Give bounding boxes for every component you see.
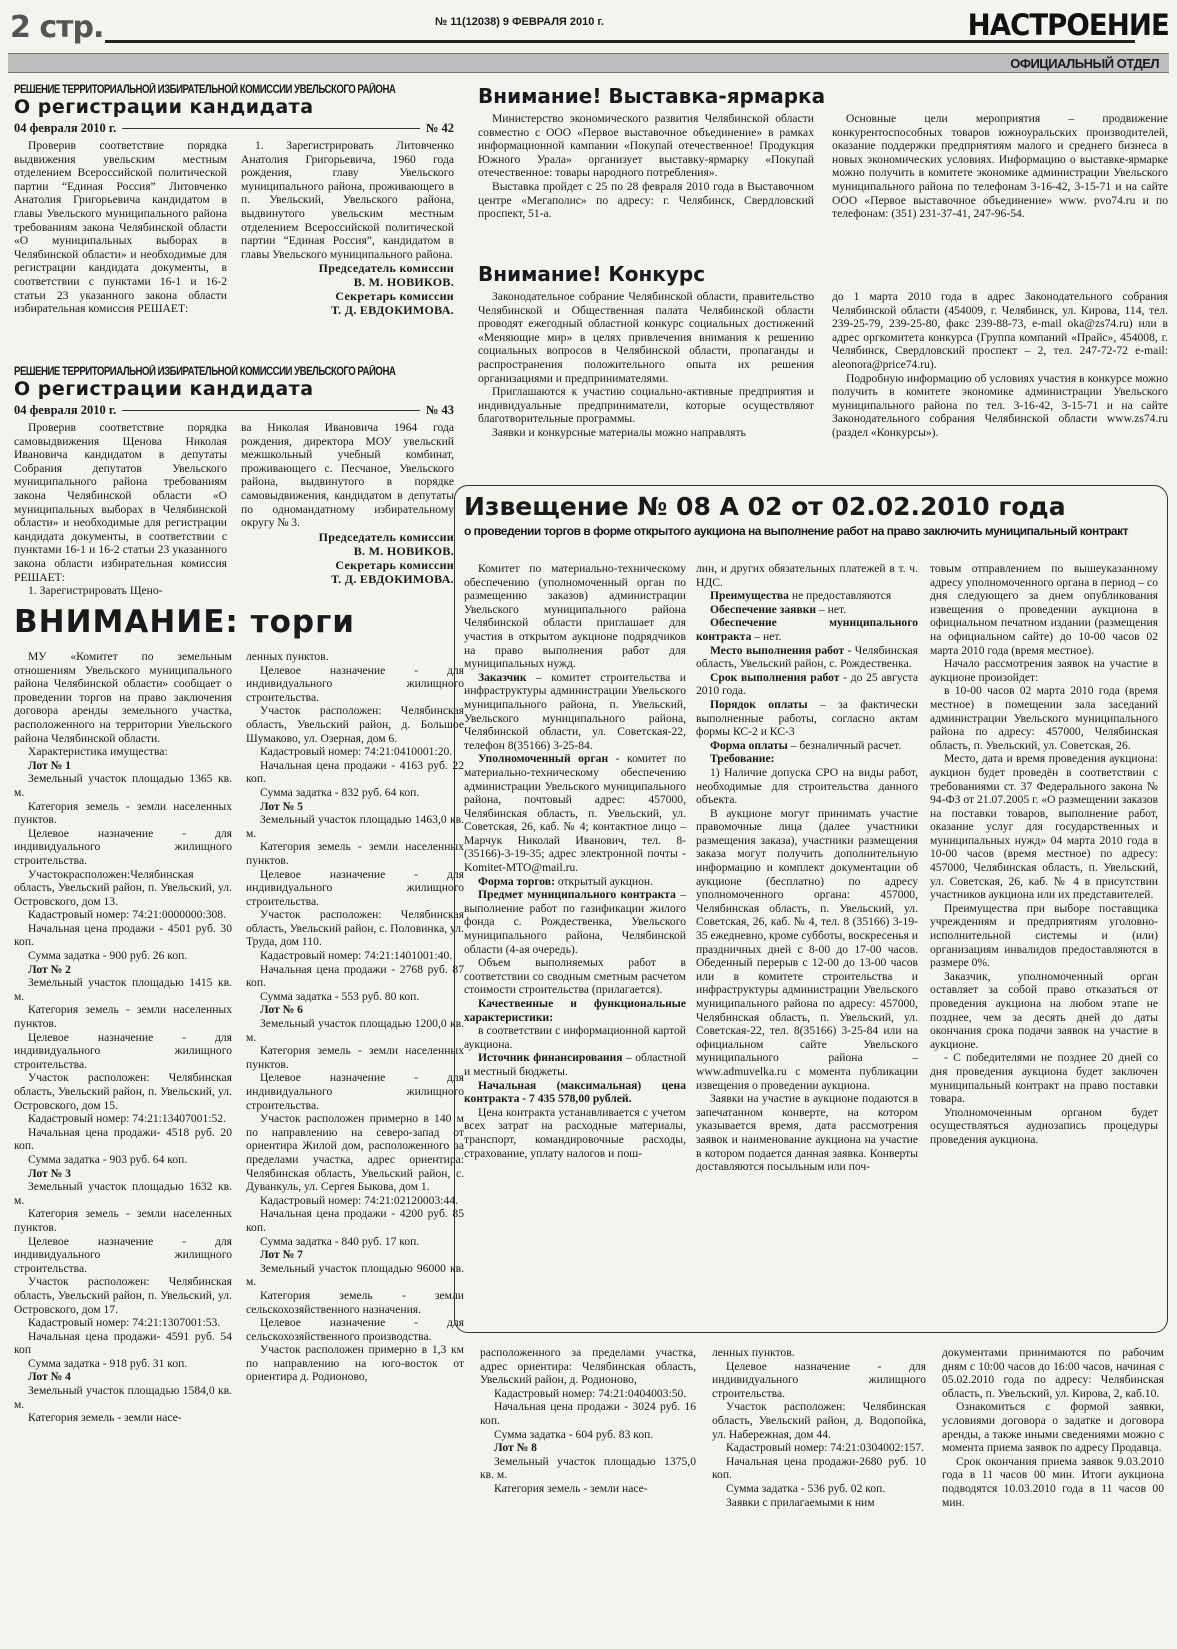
article-date: 04 февраля 2010 г. (14, 403, 117, 417)
paragraph-text: ленных пунктов. (246, 650, 329, 663)
paragraph (14, 1207, 232, 1234)
paragraph: Проверив соответствие порядка самовыдвижения Щенова Николая Ивановича кандидатом в депутаты Собрания депутатов Увельского муниципального района требованиям закона Челябинской области «О муниципальных выборах в Челябинской области» и необходимые для регистрации кандидата документы, в соответствии с пунктами 16-1 и 16-2 статьи 23 указанного закона области избирательная комиссия РЕШАЕТ: (14, 421, 227, 584)
paragraph-text: ленных пунктов. (712, 1346, 795, 1359)
article-kicker: РЕШЕНИЕ ТЕРРИТОРИАЛЬНОЙ ИЗБИРАТЕЛЬНОЙ КОМИССИИ УВЕЛЬСКОГО РАЙОНА (14, 84, 396, 96)
paragraph-text: Земельный участок площадью 1415 кв. м. (14, 976, 232, 1003)
paragraph-text: 1) Наличие допуска СРО на виды работ, необходимые для строительства данного объекта. (696, 765, 918, 807)
paragraph-text: Ознакомиться с формой заявки, условиями договора о задатке и договора аренды, а также иными сведениями можно с момента приема заявок по адресу Продавца. (942, 1400, 1164, 1455)
paragraph (696, 603, 918, 617)
auction-title: ВНИМАНИЕ: торги (14, 604, 355, 640)
paragraph (246, 1262, 464, 1289)
paragraph (14, 1235, 232, 1276)
paragraph (930, 1051, 1158, 1105)
signature-name: Т. Д. ЕВДОКИМОВА. (331, 571, 454, 586)
paragraph-text: Участокрасположен:Челябинская область, Увельский район, п. Увельский, ул. Островского, дом 13. (14, 867, 232, 908)
paragraph-text: Сумма задатка - 840 руб. 17 коп. (260, 1234, 420, 1248)
paragraph-text: Земельный участок площадью 96000 кв. м. (246, 1261, 464, 1289)
paragraph-text: Целевое назначение - для индивидуального жилищного строительства. (14, 826, 232, 867)
paragraph-text: Сумма задатка - 832 руб. 64 коп. (260, 785, 420, 799)
paragraph (246, 759, 464, 786)
paragraph-text: Кадастровый номер: 74:21:0304002:157. (726, 1441, 924, 1455)
paragraph (464, 1079, 686, 1106)
paragraph-text: Кадастровый номер: 74:21:0000000:308. (28, 908, 226, 922)
bold-lead: Форма оплаты (710, 738, 788, 752)
notice-title: Извещение № 08 А 02 от 02.02.2010 года (464, 492, 1066, 521)
paragraph-text: – нет. (816, 602, 847, 616)
paragraph-text: не предоставляются (788, 589, 892, 603)
paragraph-text: Кадастровый номер: 74:21:1307001:53. (28, 1316, 221, 1330)
paragraph-text: Сумма задатка - 536 руб. 02 коп. (726, 1481, 886, 1495)
paragraph-text: - комитет по материально-техническому обеспечению администрации Увельского муниципального района, почтовый адрес: 457000, Челябинская область, п. Увельский, ул. Советская, 26, каб. № 4; контактное лицо – Марчук Николай Иванович, тел. 8-(35166)-3-19-35; адрес электронной почты - Komitet-MTO@mail.ru. (464, 752, 687, 875)
paragraph (712, 1496, 926, 1510)
paragraph (464, 997, 686, 1024)
paragraph-text: Заказчик, уполномоченный орган оставляет за собой право отказаться от проведения аукциона на любом этапе не позднее, чем за десять дней до даты окончания срока подачи заявок на участие в аукционе. (930, 969, 1158, 1051)
article-title: Внимание! Выставка-ярмарка (478, 84, 826, 108)
paragraph-text: - до 25 августа 2010 года. (696, 670, 919, 698)
signature-role: Председатель комиссии (318, 529, 454, 544)
paragraph (14, 1167, 232, 1181)
paragraph (246, 1071, 464, 1112)
notice-column-2 (696, 562, 918, 1174)
paragraph-text: Начальная цена продажи - 4200 руб. 85 коп. (246, 1207, 464, 1234)
bold-lead: Лот № 8 (494, 1441, 537, 1455)
paragraph-text: Категория земель - земли населенных пунктов. (14, 1207, 232, 1234)
paragraph (246, 650, 464, 664)
newspaper-brand: НАСТРОЕНИЕ (967, 8, 1169, 42)
paragraph (246, 1289, 464, 1316)
article-title: Внимание! Конкурс (478, 262, 706, 286)
paragraph (14, 772, 232, 799)
paragraph: Основные цели мероприятия – продвижение конкурентоспособных товаров южноуральских производителей, оказание поддержки предприятиям малого и среднего бизнеса в новых экономических условиях. Информацию о выставке-ярмарке можно получить в комитете экономике администрации Увельского муниципального района по телефонам 3-16-42, 3-15-71 и на сайте ООО «Первое выставочное объединение» www. pvo74.ru и по телефонам: (351) 231-37-41, 247-96-54. (832, 112, 1168, 221)
paragraph (930, 657, 1158, 684)
bold-lead: Заказчик (478, 670, 527, 684)
paragraph-text: Целевое назначение - для сельскохозяйственного производства. (246, 1316, 464, 1343)
bold-lead: Качественные и функциональные характеристики: (464, 997, 686, 1024)
paragraph-text: Целевое назначение - для индивидуального жилищного строительства. (246, 663, 464, 704)
paragraph-text: Целевое назначение - для индивидуального жилищного строительства. (246, 1071, 464, 1112)
auction-column-a (14, 650, 232, 1425)
paragraph-text: Земельный участок площадью 1584,0 кв. м. (14, 1384, 232, 1411)
paragraph (480, 1387, 696, 1401)
paragraph (696, 644, 918, 671)
paragraph (14, 1180, 232, 1207)
paragraph (696, 1092, 918, 1174)
auction-column-c (480, 1346, 696, 1496)
paragraph (246, 963, 464, 990)
paragraph-text: расположенного за пределами участка, адрес ориентира: Челябинская область, Увельский район, д. Родионово, (480, 1346, 696, 1387)
paragraph (14, 1112, 232, 1126)
paragraph (246, 1207, 464, 1234)
paragraph: Выставка пройдет с 25 по 28 февраля 2010 года в Выставочном центре «Мегаполис» по адресу: г. Челябинск, Свердловский проспект, 51-а. (478, 179, 814, 221)
paragraph-text: Участок расположен: Челябинская область, Увельский район, п. Увельский, ул. Островского, дом 17. (14, 1275, 232, 1316)
paragraph (246, 813, 464, 840)
paragraph (942, 1455, 1164, 1509)
paragraph (464, 1106, 686, 1160)
auction-column-e (942, 1346, 1164, 1509)
paragraph (480, 1346, 696, 1387)
paragraph (14, 1370, 232, 1384)
paragraph-text: Заявки на участие в аукционе подаются в запечатанном конверте, на котором указывается время, дата рассмотрения заявок и наименование аукциона на участие в котором подается данная заявка. Конверты доставляются посыльным или поч- (696, 1092, 918, 1174)
paragraph (246, 1017, 464, 1044)
paragraph-text: Срок окончания приема заявок 9.03.2010 года в 11 часов 00 мин. Итоги аукциона подводятся 10.03.2010 года в 11 часов 00 мин. (942, 1454, 1164, 1509)
paragraph (14, 800, 232, 827)
page-number: 2 стр. (10, 10, 104, 45)
paragraph (246, 1248, 464, 1262)
paragraph (696, 807, 918, 1092)
paragraph: Приглашаются к участию социально-активные предприятия и индивидуальные предприниматели, которые осуществляют благотворительные программы. (478, 385, 814, 426)
paragraph (246, 990, 464, 1004)
paragraph-text: Участок расположен: Челябинская область, Увельский район, д. Водопойка, ул. Набережная, дом 44. (712, 1400, 926, 1441)
bold-lead: Источник финансирования (478, 1051, 623, 1065)
bold-lead: Лот № 1 (28, 758, 71, 772)
paragraph-text: Начальная цена продажи-2680 руб. 10 коп. (712, 1454, 926, 1482)
article-date: 04 февраля 2010 г. (14, 121, 117, 135)
section-title: ОФИЦИАЛЬНЫЙ ОТДЕЛ (1010, 56, 1159, 71)
paragraph-text: в 10-00 часов 02 марта 2010 года (время местное) в помещении зала заседаний администрации Увельского муниципального района по адресу: 457000, Челябинская область, п. Увельский, ул. Советская, 26. (930, 684, 1158, 752)
paragraph (14, 745, 232, 759)
paragraph-text: Кадастровый номер: 74:21:0404003:50. (494, 1386, 687, 1400)
bold-lead: Порядок оплаты (710, 697, 808, 711)
paragraph-text: – безналичный расчет. (787, 738, 902, 752)
paragraph (246, 1316, 464, 1343)
paragraph (464, 1051, 686, 1078)
paragraph-text: Сумма задатка - 553 руб. 80 коп. (260, 989, 420, 1003)
dateline-rule (122, 128, 420, 129)
paragraph (246, 1044, 464, 1071)
paragraph (246, 868, 464, 909)
paragraph: Подробную информацию об условиях участия в конкурсе можно получить в комитете экономике администрации Увельского муниципального района по тел. 3-16-42, 3-15-71 и на сайте Законодательного собрания Челябинской области www.zs74.ru (раздел «Конкурсы»). (832, 371, 1168, 439)
bold-lead: Лот № 7 (260, 1248, 303, 1262)
paragraph-text: Целевое назначение - для индивидуального жилищного строительства. (712, 1359, 926, 1400)
paragraph (696, 671, 918, 698)
paragraph (14, 1330, 232, 1357)
bold-lead: Уполномоченный орган (478, 752, 609, 766)
paragraph (480, 1400, 696, 1427)
paragraph (246, 704, 464, 745)
paragraph-text: - С победителями не позднее 20 дней со дня проведения аукциона будет заключен муниципальный контракт на право поставки товара. (930, 1051, 1158, 1106)
bold-lead: Преимущества (710, 589, 789, 603)
paragraph (712, 1346, 926, 1360)
paragraph (246, 949, 464, 963)
paragraph (246, 1235, 464, 1249)
article-contest (478, 262, 1168, 440)
paragraph-text: Кадастровый номер: 74:21:1401001:40. (260, 949, 453, 963)
paragraph-text: Начальная цена продажи- 4518 руб. 20 коп. (14, 1125, 232, 1153)
article-title: О регистрации кандидата (14, 378, 314, 400)
paragraph (464, 562, 686, 671)
paragraph (14, 1384, 232, 1411)
paragraph-text: Сумма задатка - 918 руб. 31 коп. (28, 1356, 188, 1370)
paragraph: 1. Зарегистрировать Литовченко Анатолия Григорьевича, 1960 года рождения, главу Увельского муниципального района, проживающего в п. Увельский, Увельского района, выдвинутого увельским местным отделением Всероссийской политической партии “Единая Россия”, кандидатом в главы Увельского муниципального района. (241, 139, 454, 261)
paragraph (712, 1455, 926, 1482)
paragraph-text: документами принимаются по рабочим дням с 10:00 часов до 16:00 часов, начиная с 05.02.2010 года по адресу: Челябинская область, п. Увельский, ул. Кирова, 2, каб.10. (942, 1346, 1164, 1400)
paragraph: 1. Зарегистрировать Щено- (28, 584, 163, 598)
paragraph-text: – за фактически выполненные работы, согласно актам формы КС-2 и КС-3 (696, 697, 918, 739)
paragraph (246, 1343, 464, 1384)
paragraph-text: В аукционе могут принимать участие правомочные лица (далее участники размещения заказа), участники размещения заказа могут получить дополнительную информацию и комплект документации об аукционе (бесплатно) по адресу уполномоченного органа: 457000, Челябинская область, п. Увельский, ул. Советская, 26, каб. № 4, тел. 8 (35166) 3-19-35 ежедневно, кроме субботы, воскресенья и праздничных дней с 8-00 до 17-00 часов. Обеденный перерыв с 12-00 до 13-00 часов или в комитете строительства и инфраструктуры администрации Увельского муниципального района по адресу: 457000, Челябинская область, п. Увельский, ул. Советская-22, тел. 8(35166) 3-25-84 или на официальном сайте Увельского муниципального района – www.admuvelka.ru с момента публикации извещения о проведении аукциона. (696, 806, 918, 1092)
paragraph (480, 1482, 696, 1496)
paragraph-text: Начало рассмотрения заявок на участие в аукционе произойдет: (930, 657, 1158, 684)
paragraph-text: Участок расположен: Челябинская область, Увельский район, п. Увельский, ул. Островского, дом 15. (14, 1071, 232, 1112)
paragraph-text: Уполномоченным органом будет осуществляться аудиозапись процедуры проведения аукциона. (930, 1105, 1158, 1146)
paragraph: Проверив соответствие порядка выдвижения увельским местным отделением Всероссийской политической партии “Единая Россия” Литовченко Анатолия Григорьевича кандидатом в главы Увельского муниципального района требованиям закона Челябинской области «О муниципальных выборах в Челябинской области» и необходимые для регистрации кандидата документы, в соответствии с пунктами 16-1 и 16-2 статьи 23 указанного закона области избирательная комиссия РЕШАЕТ: (14, 139, 227, 316)
paragraph (246, 786, 464, 800)
paragraph (696, 766, 918, 807)
paragraph-text: Земельный участок площадью 1463,0 кв. м. (246, 813, 464, 840)
paragraph (696, 739, 918, 753)
notice-column-3 (930, 562, 1158, 1147)
paragraph: Заявки и конкурсные материалы можно направлять (492, 425, 746, 439)
bold-lead: Срок выполнения работ (710, 670, 840, 684)
bold-lead: Обеспечение заявки (710, 602, 817, 616)
paragraph-text: Целевое назначение - для индивидуального жилищного строительства. (14, 1234, 232, 1275)
paragraph-text: Земельный участок площадью 1375,0 кв. м. (480, 1454, 696, 1482)
paragraph-text: Сумма задатка - 900 руб. 26 коп. (28, 949, 188, 963)
paragraph-text: Цена контракта устанавливается с учетом всех затрат на расходные материалы, транспорт, командировочные расходы, страхование, уплату налогов и пош- (464, 1105, 686, 1160)
paragraph (14, 922, 232, 949)
paragraph-text: Начальная цена продажи - 4163 руб. 22 коп. (246, 758, 464, 786)
paragraph-text: Начальная цена продажи - 3024 руб. 16 коп. (480, 1400, 696, 1427)
paragraph-text: МУ «Комитет по земельным отношениям Увельского муниципального района Челябинской области» сообщает о проведении торгов на право заключения договора аренды земельного участка, расположенного на территории Увельского района Челябинской области. (14, 650, 232, 745)
article-title: О регистрации кандидата (14, 96, 314, 118)
paragraph (246, 1112, 464, 1194)
paragraph (712, 1482, 926, 1496)
paragraph-text: Земельный участок площадью 1200,0 кв. м. (246, 1017, 464, 1044)
bold-lead: Лот № 4 (28, 1370, 71, 1384)
signature-name: В. М. НОВИКОВ. (353, 275, 454, 290)
bold-lead: Форма торгов: (478, 874, 555, 888)
paragraph-text: Земельный участок площадью 1365 кв. м. (14, 772, 232, 799)
paragraph-text: Кадастровый номер: 74:21:02120003:44. (260, 1193, 458, 1207)
paragraph-text: Участок расположен: Челябинская область, Увельский район, с. Половинка, ул. Труда, дом 110. (246, 908, 464, 949)
paragraph (942, 1400, 1164, 1454)
paragraph (14, 1003, 232, 1030)
paragraph: до 1 марта 2010 года в адрес Законодательного собрания Челябинской области (454009, г. Челябинск, ул. Кирова, 114, тел. 239-25-79, 239-25-80, факс 239-88-73, e-mail oka@zs74.ru) или в адрес оргкомитета конкурса (Группа компаний «Прайс», 454008, г. Челябинск, Свердловский проспект – 2, тел. 247-72-72 e-mail: aleonora@price74.ru). (832, 290, 1168, 371)
paragraph-text: Начальная цена продажи - 2768 руб. 87 коп. (246, 962, 464, 990)
article-kicker: РЕШЕНИЕ ТЕРРИТОРИАЛЬНОЙ ИЗБИРАТЕЛЬНОЙ КОМИССИИ УВЕЛЬСКОГО РАЙОНА (14, 366, 396, 378)
issue-date: № 11(12038) 9 ФЕВРАЛЯ 2010 г. (435, 16, 604, 28)
paragraph (696, 589, 918, 603)
paragraph-text: открытый аукцион. (554, 874, 654, 888)
paragraph-text: - Челябинская область, Увельский район, с. Рождественка. (696, 643, 918, 671)
paragraph (696, 698, 918, 739)
dateline (14, 121, 454, 136)
paragraph-text: Кадастровый номер: 74:21:0410001:20. (260, 745, 453, 759)
paragraph-text: Характеристика имущества: (28, 745, 168, 759)
paragraph (14, 1153, 232, 1167)
paragraph (246, 1194, 464, 1208)
paragraph (930, 684, 1158, 752)
article-number: № 43 (425, 403, 454, 417)
paragraph (712, 1360, 926, 1401)
paragraph-text: Категория земель - земли населенных пунктов. (14, 799, 232, 827)
paragraph (930, 970, 1158, 1052)
paragraph-text: Категория земель - земли насе- (28, 1411, 182, 1425)
paragraph-text: лин, и других обязательных платежей в т. ч. НДС. (696, 562, 918, 589)
paragraph-text: Сумма задатка - 903 руб. 64 коп. (28, 1152, 188, 1166)
paragraph-text: Категория земель - земли населенных пунктов. (14, 1003, 232, 1031)
dateline (14, 403, 454, 418)
paragraph (696, 562, 918, 589)
bold-lead: Обеспечение муниципального контракта (696, 616, 918, 643)
paragraph (14, 759, 232, 773)
paragraph-text: Категория земель - земли насе- (494, 1481, 648, 1495)
paragraph-text: Кадастровый номер: 74:21:13407001:52. (28, 1112, 226, 1126)
paragraph (14, 868, 232, 909)
bold-lead: Начальная (максимальная) цена контракта - 7 435 578,00 рублей. (464, 1078, 686, 1106)
signature-role: Секретарь комиссии (335, 557, 454, 572)
paragraph-text: в соответствии с информационной картой аукциона. (464, 1024, 686, 1051)
paragraph-text: Участок расположен примерно в 1,3 км по направлению на юго-восток от ориентира д. Родионово, (246, 1343, 464, 1384)
signature-role: Председатель комиссии (318, 261, 454, 276)
article-number: № 42 (425, 121, 454, 135)
paragraph-text: Участок расположен примерно в 140 м по направлению на северо-запад от ориентира Жилой дом, расположенного за пределами участка, адрес ориентира: Челябинская область, Увельский район, с. Дуванкуль, ул. Сергея Быкова, дом 1. (246, 1112, 464, 1194)
paragraph-text: Начальная цена продажи- 4591 руб. 54 коп (14, 1329, 232, 1357)
signature-name: В. М. НОВИКОВ. (353, 543, 454, 558)
paragraph (464, 671, 686, 753)
article-decision-43 (14, 366, 454, 598)
paragraph (246, 840, 464, 867)
paragraph (246, 745, 464, 759)
paragraph (246, 908, 464, 949)
paragraph (712, 1400, 926, 1441)
paragraph-text: – областной и местный бюджеты. (464, 1051, 686, 1078)
paragraph-text: Комитет по материально-техническому обеспечению (уполномоченный орган по размещению заказов) администрации Увельского муниципального района Челябинской области приглашает для участия в открытом аукционе подрядчиков на право выполнения работ для муниципальных нужд. (464, 562, 686, 671)
paragraph (464, 752, 686, 874)
paragraph (14, 1357, 232, 1371)
paragraph (14, 1275, 232, 1316)
paragraph (14, 650, 232, 745)
paragraph (464, 875, 686, 889)
paragraph-text: – выполнение работ по газификации жилого фонда с. Рождественка, Увельского муниципального района, Челябинской области (4-ая очередь). (464, 888, 686, 956)
paragraph-text: Преимущества при выборе поставщика учреждениям и предприятиям уголовно-исполнительной системы и (или) организациям инвалидов предоставляются в размере 0%. (930, 901, 1158, 970)
paragraph-text: – комитет строительства и инфраструктуры администрации Увельского муниципального района, п. Увельский, Увельского муниципального района, Челябинской области, ул. Советская-22, телефон 8(35166) 3-25-84. (464, 670, 686, 752)
paragraph (246, 800, 464, 814)
paragraph (14, 976, 232, 1003)
paragraph (464, 888, 686, 956)
paragraph-text: Целевое назначение - для индивидуального жилищного строительства. (14, 1030, 232, 1071)
article-expo (478, 84, 1168, 221)
paragraph (14, 949, 232, 963)
paragraph: Министерство экономического развития Челябинской области совместно с ООО «Первое выставочное объединение» в рамках информационной кампании «Покупай отечественное! Продукция Южного Урала» организует выставку-ярмарку «Покупай отечественное: товары народного потребления». (478, 112, 814, 180)
notice-column-1 (464, 562, 686, 1160)
paragraph-text: Категория земель - земли населенных пунктов. (246, 840, 464, 867)
notice-header (464, 492, 1164, 538)
paragraph (14, 1031, 232, 1072)
bold-lead: Предмет муниципального контракта (478, 888, 676, 902)
paragraph-text: Категория земель - земли сельскохозяйственного назначения. (246, 1288, 464, 1316)
auction-column-b (246, 650, 464, 1384)
paragraph (246, 664, 464, 705)
dateline-rule (122, 410, 420, 411)
paragraph (480, 1455, 696, 1482)
paragraph (942, 1346, 1164, 1400)
paragraph (464, 956, 686, 997)
auction-column-d (712, 1346, 926, 1509)
paragraph (14, 1071, 232, 1112)
signature-name: Т. Д. ЕВДОКИМОВА. (331, 303, 454, 318)
paragraph-text: Категория земель - земли населенных пунктов. (246, 1044, 464, 1071)
bold-lead: Лот № 2 (28, 962, 71, 976)
paragraph-text: товым отправлением по вышеуказанному адресу уполномоченного органа в период – со дня следующего за днем опубликования извещения о проведении аукциона в официальном печатном издании (размещения на официальном сайте) до 10-00 часов 02 марта 2010 года (время местное). (930, 562, 1158, 657)
paragraph (246, 1003, 464, 1017)
paragraph-text: Начальная цена продажи - 4501 руб. 30 коп. (14, 921, 232, 949)
paragraph (696, 752, 918, 766)
paragraph (14, 827, 232, 868)
section-band (8, 53, 1169, 73)
paragraph (930, 752, 1158, 902)
bold-lead: Лот № 6 (260, 1003, 303, 1017)
paragraph (480, 1441, 696, 1455)
paragraph-text: Объем выполняемых работ в соответствии со сводным сметным расчетом стоимости строительства (прилагается). (464, 956, 686, 997)
paragraph-text: – нет. (751, 629, 782, 643)
signature-role: Секретарь комиссии (335, 289, 454, 304)
paragraph-text: Сумма задатка - 604 руб. 83 коп. (494, 1427, 654, 1441)
paragraph (14, 1316, 232, 1330)
paragraph-text: Земельный участок площадью 1632 кв. м. (14, 1180, 232, 1207)
paragraph-text: Заявки с прилагаемыми к ним (726, 1495, 875, 1509)
paragraph (14, 908, 232, 922)
bold-lead: Лот № 3 (28, 1166, 71, 1180)
paragraph (930, 1106, 1158, 1147)
paragraph (696, 616, 918, 643)
notice-subtitle: о проведении торгов в форме открытого аукциона на выполнение работ на право заключить муниципальный контракт (464, 524, 1128, 538)
paragraph-text: Участок расположен: Челябинская область, Увельский район, д. Большое Шумаково, ул. Озерная, дом 6. (246, 704, 464, 745)
paragraph (14, 963, 232, 977)
bold-lead: Лот № 5 (260, 799, 303, 813)
paragraph (14, 1126, 232, 1153)
paragraph-text: Целевое назначение - для индивидуального жилищного строительства. (246, 867, 464, 908)
paragraph (464, 1024, 686, 1051)
bold-lead: Место выполнения работ (710, 643, 845, 657)
paragraph: Законодательное собрание Челябинской области, правительство Челябинской и Общественная палата Челябинской области проводят ежегодный областной конкурс социальных достижений «Меняющие мир» в целях привлечения внимания к решению социальных вопросов в Челябинской области, пропаганды и распространения положительного опыта их решения организациями и предпринимателями. (478, 290, 814, 385)
article-decision-42 (14, 84, 454, 317)
paragraph (14, 1411, 232, 1425)
paragraph (480, 1428, 696, 1442)
paragraph (930, 562, 1158, 657)
bold-lead: Требование: (710, 752, 775, 766)
paragraph (930, 902, 1158, 970)
paragraph (712, 1441, 926, 1455)
paragraph-text: Место, дата и время проведения аукциона: аукцион будет проведён в соответствии с требованиями ст. 37 Федерального закона № 94-ФЗ от 21.07.2005 г. «О размещении заказов на поставки товаров, выполнение работ, оказание услуг для государственных и муниципальных нужд» 04 марта 2010 года в 10-00 часов (время местное) по адресу: 457000, Челябинская область, п. Увельский, ул. Советская, 26, каб. № 4 в присутствии участников аукциона или их представителей. (930, 752, 1158, 902)
paragraph: ва Николая Ивановича 1964 года рождения, директора МОУ увельский межшкольный учебный комбинат, проживающего с. Песчаное, Увельского района, выдвинутого в порядке самовыдвижения, кандидатом в депутаты по одномандатному избирательному округу № 3. (241, 421, 454, 530)
